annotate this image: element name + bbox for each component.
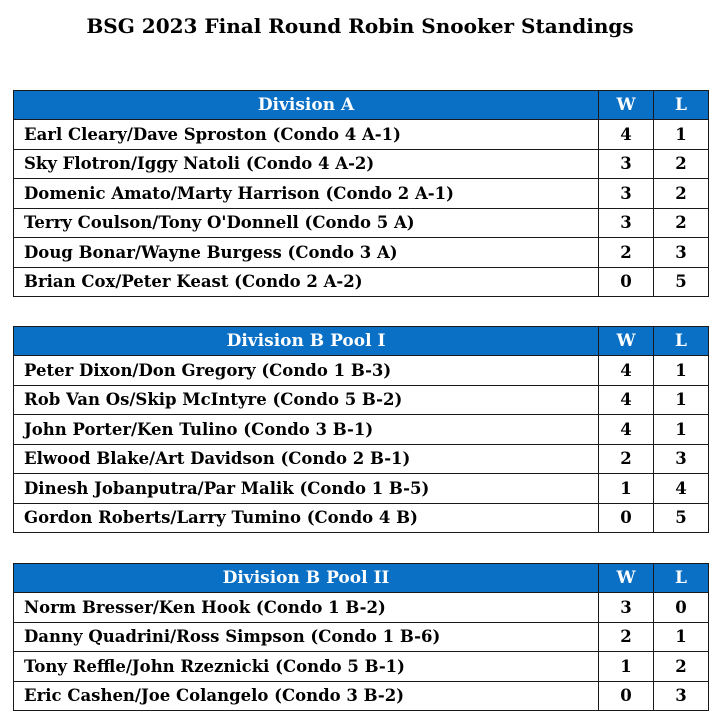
wins-cell: 0 (599, 267, 654, 297)
team-name: Dinesh Jobanputra/Par Malik (Condo 1 B-5) (14, 474, 599, 504)
table-header-row (14, 327, 709, 356)
losses-cell: 3 (654, 238, 709, 268)
losses-header: L (654, 327, 709, 356)
team-name: Sky Flotron/Iggy Natoli (Condo 4 A-2) (14, 149, 599, 179)
losses-cell: 1 (654, 415, 709, 445)
team-name: Tony Reffle/John Rzeznicki (Condo 5 B-1) (14, 652, 599, 682)
team-name: Norm Bresser/Ken Hook (Condo 1 B-2) (14, 593, 599, 623)
wins-header: W (599, 564, 654, 593)
wins-cell: 0 (599, 681, 654, 711)
table-row (14, 120, 709, 150)
losses-cell: 5 (654, 267, 709, 297)
wins-cell: 2 (599, 622, 654, 652)
table-row (14, 444, 709, 474)
losses-cell: 1 (654, 356, 709, 386)
table-row (14, 681, 709, 711)
table-header-row (14, 564, 709, 593)
division-b-pool-2-table (13, 563, 709, 711)
wins-header: W (599, 91, 654, 120)
wins-cell: 3 (599, 208, 654, 238)
losses-cell: 2 (654, 652, 709, 682)
losses-cell: 5 (654, 503, 709, 533)
table-row (14, 622, 709, 652)
wins-cell: 3 (599, 593, 654, 623)
division-a-table (13, 90, 709, 297)
table-header-row (14, 91, 709, 120)
division-b-pool-1-table (13, 326, 709, 533)
team-name: Earl Cleary/Dave Sproston (Condo 4 A-1) (14, 120, 599, 150)
table-row (14, 179, 709, 209)
team-name: Danny Quadrini/Ross Simpson (Condo 1 B-6) (14, 622, 599, 652)
wins-cell: 4 (599, 385, 654, 415)
table-row (14, 474, 709, 504)
losses-cell: 1 (654, 622, 709, 652)
wins-cell: 0 (599, 503, 654, 533)
wins-cell: 3 (599, 179, 654, 209)
table-row (14, 385, 709, 415)
wins-cell: 1 (599, 474, 654, 504)
table-row (14, 149, 709, 179)
team-name: Domenic Amato/Marty Harrison (Condo 2 A-1) (14, 179, 599, 209)
table-row (14, 503, 709, 533)
team-name: Terry Coulson/Tony O'Donnell (Condo 5 A) (14, 208, 599, 238)
wins-cell: 2 (599, 238, 654, 268)
table-row (14, 593, 709, 623)
losses-cell: 0 (654, 593, 709, 623)
team-name: Doug Bonar/Wayne Burgess (Condo 3 A) (14, 238, 599, 268)
losses-cell: 3 (654, 444, 709, 474)
team-name: Elwood Blake/Art Davidson (Condo 2 B-1) (14, 444, 599, 474)
losses-cell: 1 (654, 120, 709, 150)
wins-cell: 4 (599, 120, 654, 150)
wins-cell: 2 (599, 444, 654, 474)
division-name: Division A (14, 91, 599, 120)
team-name: Gordon Roberts/Larry Tumino (Condo 4 B) (14, 503, 599, 533)
losses-cell: 2 (654, 149, 709, 179)
page-title: BSG 2023 Final Round Robin Snooker Standings (86, 14, 634, 38)
table-row (14, 267, 709, 297)
table-row (14, 238, 709, 268)
team-name: Rob Van Os/Skip McIntyre (Condo 5 B-2) (14, 385, 599, 415)
team-name: Peter Dixon/Don Gregory (Condo 1 B-3) (14, 356, 599, 386)
division-name: Division B Pool II (14, 564, 599, 593)
team-name: Eric Cashen/Joe Colangelo (Condo 3 B-2) (14, 681, 599, 711)
losses-header: L (654, 564, 709, 593)
team-name: John Porter/Ken Tulino (Condo 3 B-1) (14, 415, 599, 445)
team-name: Brian Cox/Peter Keast (Condo 2 A-2) (14, 267, 599, 297)
wins-cell: 4 (599, 415, 654, 445)
table-row (14, 356, 709, 386)
losses-cell: 3 (654, 681, 709, 711)
losses-cell: 2 (654, 179, 709, 209)
table-row (14, 652, 709, 682)
table-row (14, 415, 709, 445)
losses-cell: 2 (654, 208, 709, 238)
wins-cell: 1 (599, 652, 654, 682)
losses-cell: 4 (654, 474, 709, 504)
wins-cell: 3 (599, 149, 654, 179)
losses-header: L (654, 91, 709, 120)
losses-cell: 1 (654, 385, 709, 415)
wins-header: W (599, 327, 654, 356)
division-name: Division B Pool I (14, 327, 599, 356)
wins-cell: 4 (599, 356, 654, 386)
table-row (14, 208, 709, 238)
